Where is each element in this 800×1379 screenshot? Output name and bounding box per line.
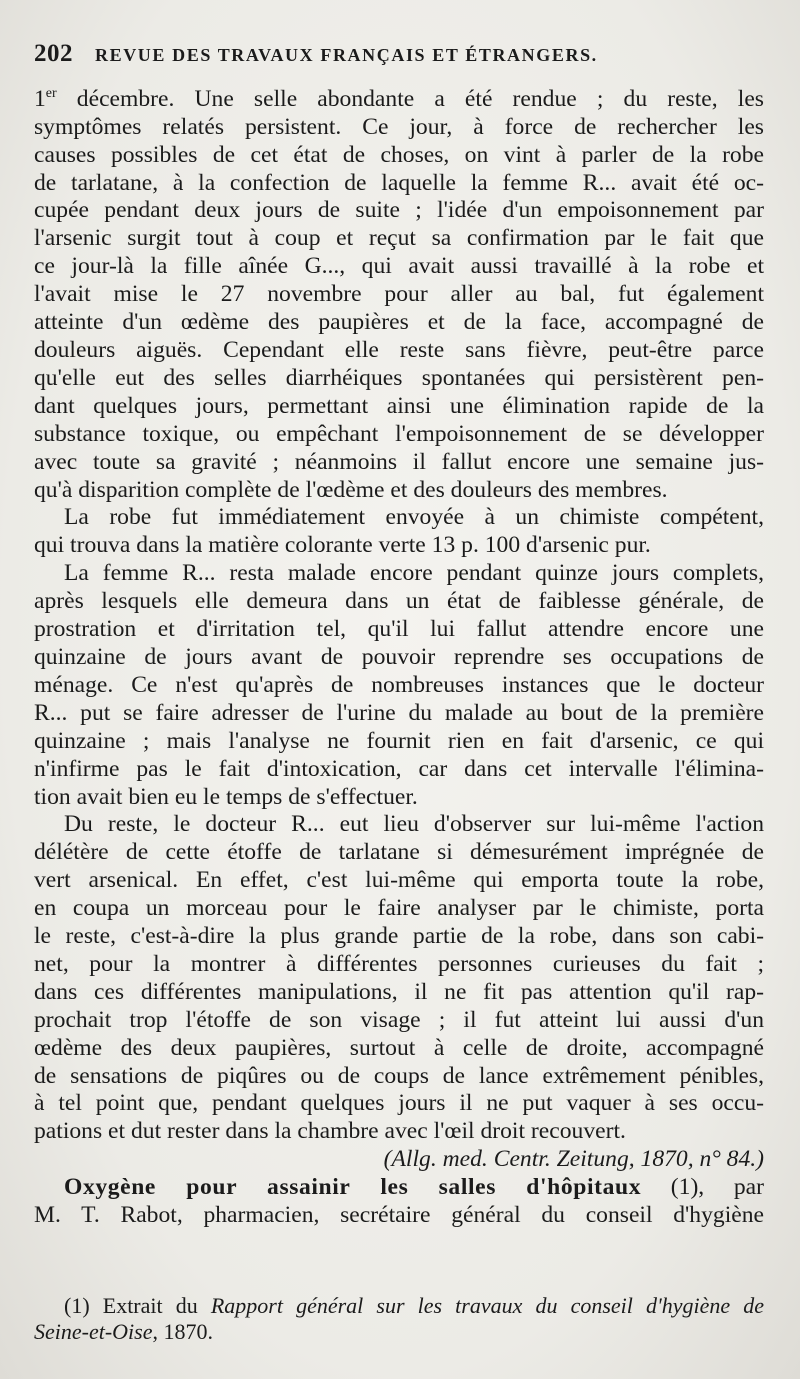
text-line: dans ces différentes manipulations, il ne fit pas attention qu'il rap- [34, 978, 764, 1005]
text-line: ménage. Ce n'est qu'après de nombreuses instances que le docteur [34, 671, 764, 698]
paragraph-2 [34, 504, 764, 560]
page-number: 202 [34, 40, 73, 67]
text-line: qui trouva dans la matière colorante verte 13 p. 100 d'arsenic pur. [34, 532, 651, 559]
text-line: qu'à disparition complète de l'œdème et des douleurs des membres. [34, 476, 668, 503]
text-line: symptômes relatés persistent. Ce jour, à force de rechercher les [34, 113, 764, 140]
text-line: ce jour-là la fille aînée G..., qui avait aussi travaillé à la robe et [34, 253, 764, 280]
text-line: à tel point que, pendant quelques jours il ne put vaquer à ses occu- [34, 1090, 764, 1117]
citation [34, 1146, 764, 1174]
ordinal-superscript: er [45, 86, 57, 101]
text-line: atteinte d'un œdème des paupières et de la face, accompagné de [34, 309, 764, 336]
text-line: n'infirme pas le fait d'intoxication, car dans cet intervalle l'élimina- [34, 755, 764, 782]
text-line: R... put se faire adresser de l'urine du malade au bout de la première [34, 699, 764, 726]
running-title: REVUE DES TRAVAUX FRANÇAIS ET ÉTRANGERS. [95, 45, 598, 65]
text-line: de sensations de piqûres ou de coups de lance extrêmement pénibles, [34, 1062, 764, 1089]
text-line: La robe fut immédiatement envoyée à un chimiste compétent, [64, 504, 764, 531]
footnote-year: , 1870. [152, 1319, 213, 1344]
text-line: en coupa un morceau pour le faire analyser par le chimiste, porta [34, 895, 764, 922]
text-line: vert arsenical. En effet, c'est lui-même qui emporta toute la robe, [34, 867, 764, 894]
text-line: œdème des deux paupières, surtout à celle de droite, accompagné [34, 1034, 764, 1061]
text-line: 1er décembre. Une selle abondante a été rendue ; du reste, les [34, 85, 764, 112]
text-line: tion avait bien eu le temps de s'effectuer. [34, 783, 418, 810]
text-line: qu'elle eut des selles diarrhéiques spontanées qui persistèrent pen- [34, 364, 764, 391]
footnote-line [34, 1319, 764, 1345]
text-line: délétère de cette étoffe de tarlatane si démesurément imprégnée de [34, 839, 764, 866]
citation-text: (Allg. med. Centr. Zeitung, 1870, n° 84.) [383, 1146, 764, 1173]
text-line: après lesquels elle demeura dans un état de faiblesse générale, de [34, 588, 764, 615]
text-line: avec toute sa gravité ; néanmoins il fallut encore une semaine jus- [34, 448, 764, 475]
text-line: dant quelques jours, permettant ainsi une élimination rapide de la [34, 392, 764, 419]
footnote-line [34, 1293, 764, 1319]
text-line: douleurs aiguës. Cependant elle reste sans fièvre, peut-être parce [34, 337, 764, 364]
text-line: prochait trop l'étoffe de son visage ; il fut atteint lui aussi d'un [34, 1006, 764, 1033]
footnote [34, 1293, 764, 1345]
footnote-reference: (1), par [670, 1174, 765, 1201]
text-line: l'avait mise le 27 novembre pour aller au bal, fut également [34, 281, 764, 308]
text-line: pations et dut rester dans la chambre avec l'œil droit recouvert. [34, 1118, 626, 1145]
footnote-source: Rapport général sur les travaux du conseil d'hygiène de [210, 1293, 764, 1318]
text-line: causes possibles de cet état de choses, on vint à parler de la robe [34, 141, 764, 168]
article-body [34, 80, 764, 1230]
text-line: prostration et d'irritation tel, qu'il lui fallut attendre encore une [34, 616, 764, 643]
page-header [34, 40, 774, 74]
footnote-marker: (1) Extrait du [64, 1293, 198, 1318]
text-line: quinzaine ; mais l'analyse ne fournit rien en fait d'arsenic, ce qui [34, 727, 764, 754]
text-line [34, 1174, 764, 1202]
text-line: le reste, c'est-à-dire la plus grande partie de la robe, dans son cabi- [34, 923, 764, 950]
text-line: Du reste, le docteur R... eut lieu d'observer sur lui-même l'action [64, 811, 764, 838]
text-line: l'arsenic surgit tout à coup et reçut sa confirmation par le fait que [34, 225, 764, 252]
text-line: La femme R... resta malade encore pendant quinze jours complets, [64, 560, 764, 587]
paragraph-3 [34, 560, 764, 811]
article-title: Oxygène pour assainir les salles d'hôpitaux [64, 1174, 642, 1201]
text-line: net, pour la montrer à différentes personnes curieuses du fait ; [34, 950, 764, 977]
text-line: de tarlatane, à la confection de laquelle la femme R... avait été oc- [34, 169, 764, 196]
text-line: M. T. Rabot, pharmacien, secrétaire général du conseil d'hygiène [34, 1202, 764, 1229]
paragraph-4 [34, 811, 764, 1146]
next-article-heading [34, 1174, 764, 1230]
footnote-place: Seine-et-Oise [34, 1319, 153, 1344]
text-line: cupée pendant deux jours de suite ; l'idée d'un empoisonnement par [34, 197, 764, 224]
text-line: substance toxique, ou empêchant l'empoisonnement de se développer [34, 420, 764, 447]
paragraph-1 [34, 80, 764, 504]
text-line: quinzaine de jours avant de pouvoir reprendre ses occupations de [34, 643, 764, 670]
